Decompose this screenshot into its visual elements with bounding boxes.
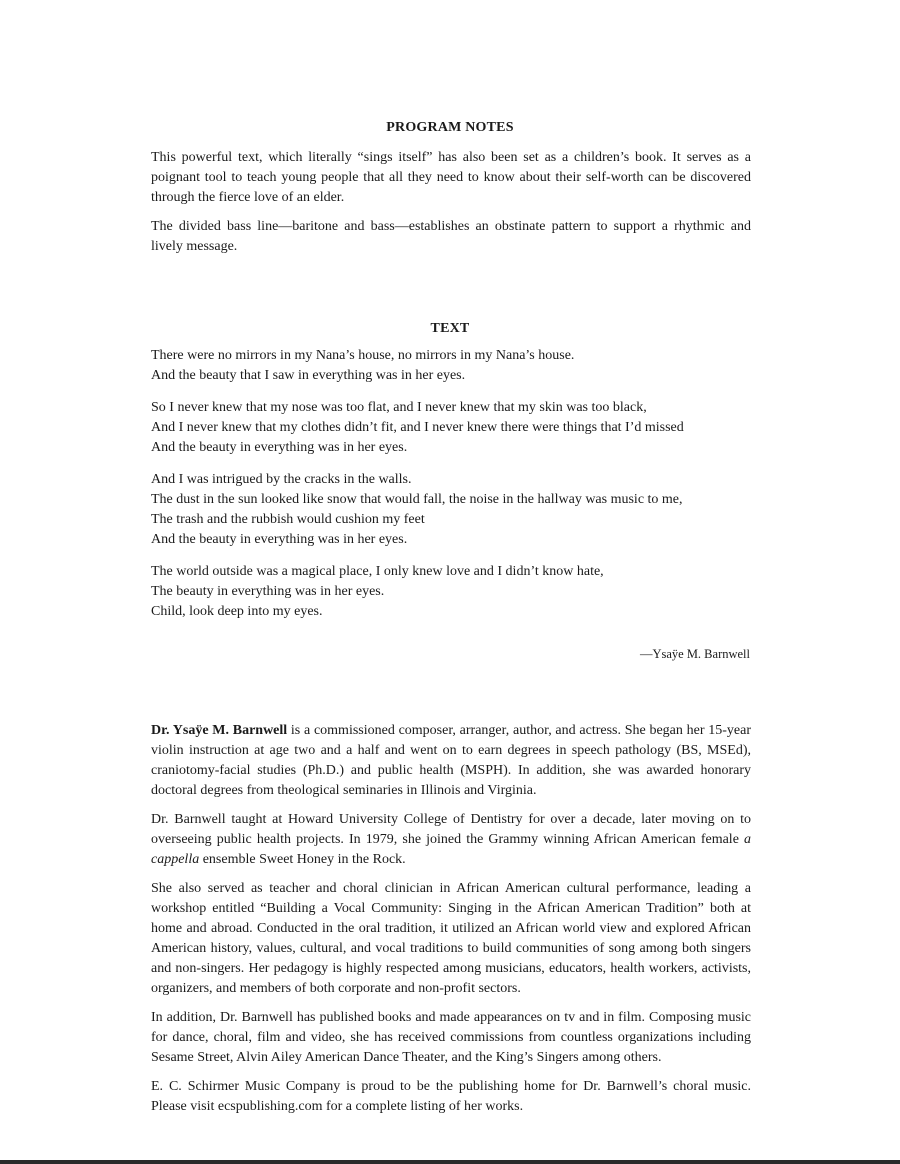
bio-paragraph-1 [151, 721, 751, 801]
bio-paragraph-2-italic: a cappella [151, 832, 751, 867]
lyric-line: There were no mirrors in my Nana’s house, no mirrors in my Nana’s house. [151, 348, 575, 363]
bio-paragraph-2-text-b: ensemble Sweet Honey in the Rock. [199, 852, 406, 867]
lyric-line: The dust in the sun looked like snow that would fall, the noise in the hallway was music to me, [151, 492, 683, 507]
stanza-1 [151, 346, 751, 386]
lyric-line: The beauty in everything was in her eyes. [151, 584, 385, 599]
program-notes-heading: PROGRAM NOTES [386, 120, 514, 135]
lyric-line: And I was intrigued by the cracks in the walls. [151, 472, 412, 487]
bio-paragraph-2 [151, 810, 751, 870]
bio-name: Dr. Ysaÿe M. Barnwell [151, 723, 288, 738]
lyric-line: And the beauty that I saw in everything was in her eyes. [151, 368, 466, 383]
lyric-line: And the beauty in everything was in her eyes. [151, 532, 408, 547]
page-bottom-border [0, 1160, 900, 1164]
bio-paragraph-1-text: is a commissioned composer, arranger, author, and actress. She began her 15-year violin instruction at age two and a half and went on to earn degrees in speech pathology (BS, MSEd), craniotomy-facial studies (Ph.D.) and public health (MSPH). In addition, she was awarded honorary doctoral degrees from theological seminaries in Illinois and Virginia. [151, 723, 751, 798]
lyric-line: Child, look deep into my eyes. [151, 604, 323, 619]
biography [151, 721, 751, 1117]
text-heading: TEXT [430, 321, 470, 336]
bio-paragraph-3: She also served as teacher and choral clinician in African American cultural performance, leading a workshop entitled “Building a Vocal Community: Singing in the African American Tradition” both at home and abroad. Conducted in the oral tradition, it utilized an African world view and explored African American history, values, cultural, and vocal traditions to build communities of song among both singers and non-singers. Her pedagogy is highly respected among musicians, educators, health workers, activists, organizers, and members of both corporate and non-profit sectors. [151, 881, 751, 996]
bio-paragraph-5: E. C. Schirmer Music Company is proud to be the publishing home for Dr. Barnwell’s choral music. Please visit ecspublishing.com for a complete listing of her works. [151, 1079, 751, 1114]
stanza-4 [151, 562, 751, 622]
lyric-line: The trash and the rubbish would cushion my feet [151, 512, 425, 527]
lyric-line: And the beauty in everything was in her eyes. [151, 440, 408, 455]
bio-paragraph-4: In addition, Dr. Barnwell has published books and made appearances on tv and in film. Composing music for dance, choral, film and video, she has received commissions from countless organizations including Sesame Street, Alvin Ailey American Dance Theater, and the King’s Singers among others. [151, 1010, 751, 1065]
lyric-attribution: —Ysaÿe M. Barnwell [639, 647, 750, 661]
lyric-line: So I never knew that my nose was too flat, and I never knew that my skin was too black, [151, 400, 647, 415]
stanza-2 [151, 398, 751, 458]
bio-paragraph-2-text-a: Dr. Barnwell taught at Howard University College of Dentistry for over a decade, later moving on to overseeing public health projects. In 1979, she joined the Grammy winning African American female [151, 812, 751, 847]
program-notes-paragraph-2: The divided bass line—baritone and bass—establishes an obstinate pattern to support a rhythmic and lively message. [151, 219, 751, 254]
program-notes-paragraph-1: This powerful text, which literally “sings itself” has also been set as a children’s book. It serves as a poignant tool to teach young people that all they need to know about their self-worth can be discovered through the fierce love of an elder. [151, 150, 751, 205]
lyric-line: And I never knew that my clothes didn’t fit, and I never knew there were things that I’d missed [151, 420, 684, 435]
lyric-line: The world outside was a magical place, I only knew love and I didn’t know hate, [151, 564, 604, 579]
program-notes-body [151, 148, 751, 257]
stanza-3 [151, 470, 751, 550]
lyrics [151, 346, 751, 622]
